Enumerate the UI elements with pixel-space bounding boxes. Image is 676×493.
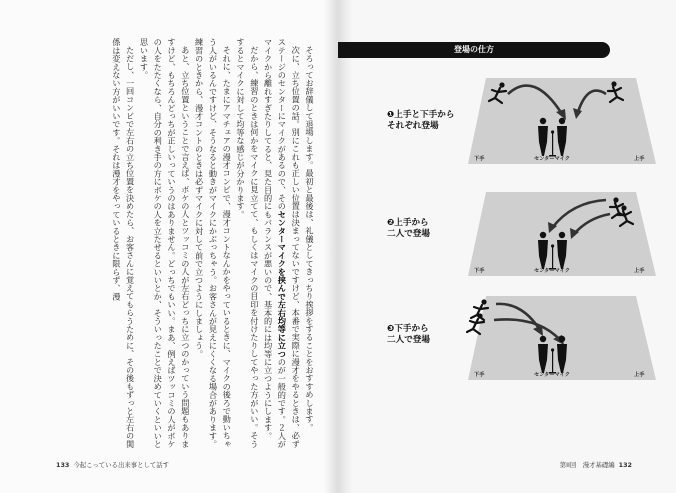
stage-label-center: センターマイク — [534, 372, 570, 378]
diagram-entrance-from-shimote — [338, 292, 676, 392]
body-paragraph — [137, 38, 192, 448]
paragraph-text: だから、練習のときは何かをマイクに見立てて、もしくはマイクの目印を付けたりしてやった方がいい。そうするとマイクに対して均等な感じが分かります。 — [236, 38, 260, 448]
diagram-caption: ❸下手から 二人で登場 — [387, 324, 430, 345]
diagram-entrance-both-sides — [338, 76, 676, 176]
paragraph-text: 次に、立ち位置の話。別にこれも正しい位置は決まってないですけど、本番で実際に漫才をやるときは、必ずステージのセンターにマイクがあるので、その — [277, 38, 302, 448]
diagram-caption: ❶上手と下手から それぞれ登場 — [387, 110, 455, 131]
stage-label-left: 下手 — [474, 372, 485, 378]
folio-left — [52, 460, 169, 469]
stage-label-left: 下手 — [474, 156, 485, 162]
section-header: 登場の仕方 — [338, 42, 610, 58]
paragraph-text: あと、立ち位置ということで言えば、ボケの人とツッコミの人が左右どっちに立つのかっていう問題もありますけど、もちろんどっちが正しいっていうのはありません。どっちでもいい。まあ、例えばツッコミの人がボケの人をたたくなら、自分の利き手の方にボケの人を立たせるといいとか、そういったことで決めていくといいと思います。 — [139, 38, 191, 448]
chapter-title: 第II回 漫才基礎編 — [559, 461, 615, 469]
folio-right — [560, 460, 636, 469]
body-paragraph — [233, 38, 261, 448]
body-paragraph — [302, 38, 316, 448]
diagram-entrance-from-kamite — [338, 188, 676, 288]
stage-label-right: 上手 — [634, 268, 645, 274]
emphasis-text: センターマイクを挟んで左右均等に立つ — [277, 210, 288, 358]
paragraph-text: それに、たまにアマチュアの漫才コンビで、漫才コントなんかをやっているときに、マイクの後ろで動いちゃう人がいるんですけど、そうなると動きがマイクにかぶっちゃう。お客さんが見えにくくなる場合があります。練習のときから、漫才コントのときは必ずマイクに対して前で立つようにしましょう。 — [194, 38, 233, 448]
page-number-right: 132 — [618, 461, 632, 469]
paragraph-text: のが一般的です。２人がマイクから離れすぎたりしてると、見た目的にもバランスが悪いので、基本的には均等に立つようにします。 — [263, 38, 288, 448]
body-paragraph — [109, 38, 137, 448]
gutter-shadow-left — [324, 0, 338, 493]
stage-label-right: 上手 — [634, 372, 645, 378]
stage-label-center: センターマイク — [534, 268, 570, 274]
stage-label-center: センターマイク — [534, 156, 570, 162]
body-paragraph — [261, 38, 302, 448]
body-paragraph — [192, 38, 233, 448]
paragraph-text: ただし、一回コンビで左右の立ち位置を決めたら、お客さんに覚えてもらうために、その後もずっと左右の関係は変えない方がいいです。それは漫才をやっているときに限らず、漫 — [111, 38, 136, 448]
page-number-left: 133 — [56, 461, 70, 469]
stage-label-left: 下手 — [474, 268, 485, 274]
stage-label-right: 上手 — [634, 156, 645, 162]
running-title: 今起こっている出来事として話す — [73, 461, 170, 469]
body-text — [58, 38, 316, 448]
paragraph-text: そろってお辞儀して退場します。最初と最後は、礼儀としてきっちり挨拶をすることをおすすめします。 — [305, 46, 315, 432]
right-page — [338, 0, 676, 493]
diagram-caption: ❷上手から 二人で登場 — [387, 218, 430, 239]
